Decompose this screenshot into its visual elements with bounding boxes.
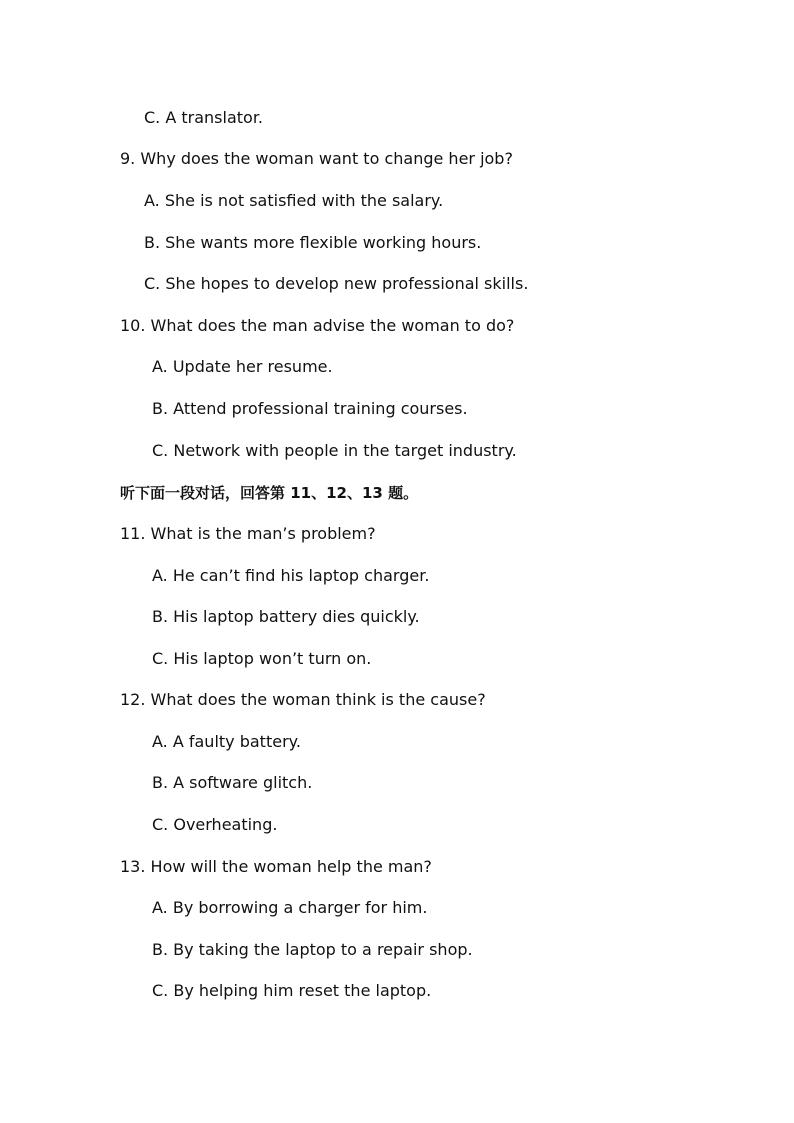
- question-12: 12. What does the woman think is the cause?: [120, 690, 486, 709]
- q11-option-a: A. He can’t find his laptop charger.: [152, 566, 430, 585]
- q13-option-c: C. By helping him reset the laptop.: [152, 981, 432, 1000]
- question-13: 13. How will the woman help the man?: [120, 857, 432, 876]
- q12-option-c: C. Overheating.: [152, 815, 278, 834]
- q9-option-c: C. She hopes to develop new professional skills.: [144, 274, 529, 293]
- question-11: 11. What is the man’s problem?: [120, 524, 376, 543]
- question-10: 10. What does the man advise the woman to do?: [120, 316, 515, 335]
- q8-option-c: C. A translator.: [144, 108, 264, 127]
- q9-option-a: A. She is not satisfied with the salary.: [144, 191, 444, 210]
- q11-option-c: C. His laptop won’t turn on.: [152, 649, 372, 668]
- q13-option-a: A. By borrowing a charger for him.: [152, 898, 428, 917]
- q12-option-b: B. A software glitch.: [152, 773, 313, 792]
- section-instruction: 听下面一段对话，回答第 11、12、13 题。: [120, 484, 419, 502]
- q10-option-a: A. Update her resume.: [152, 357, 333, 376]
- q13-option-b: B. By taking the laptop to a repair shop.: [152, 940, 473, 959]
- q10-option-b: B. Attend professional training courses.: [152, 399, 468, 418]
- q12-option-a: A. A faulty battery.: [152, 732, 301, 751]
- q10-option-c: C. Network with people in the target industry.: [152, 441, 517, 460]
- question-9: 9. Why does the woman want to change her job?: [120, 149, 513, 168]
- q9-option-b: B. She wants more flexible working hours.: [144, 233, 482, 252]
- q11-option-b: B. His laptop battery dies quickly.: [152, 607, 420, 626]
